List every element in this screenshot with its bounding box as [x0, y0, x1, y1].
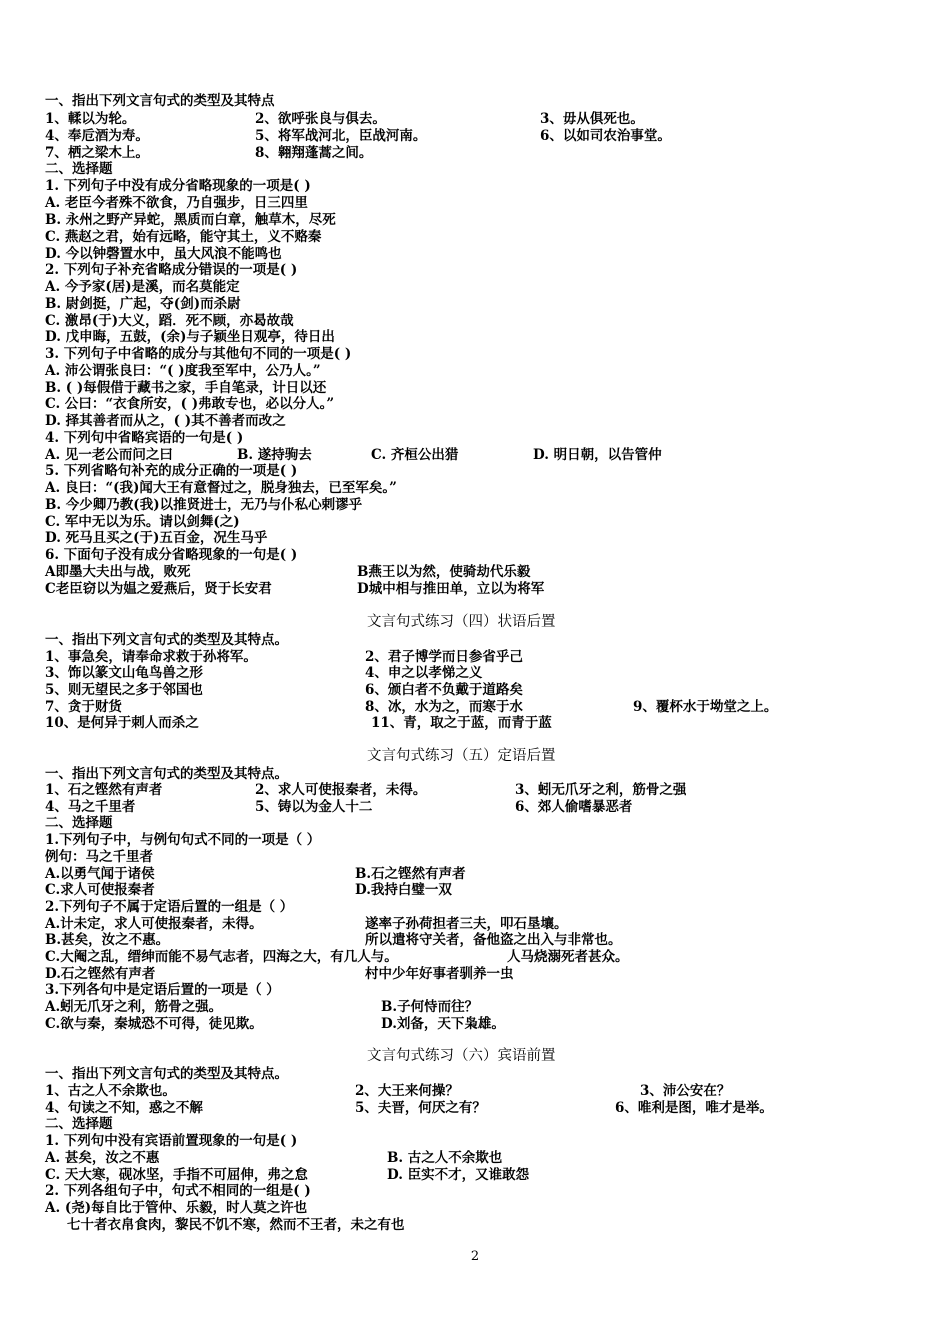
sentence-item: 9、覆杯水于坳堂之上。 — [633, 699, 778, 715]
option-d: D. 今以钟磬置水中，虽大风浪不能鸣也 — [45, 246, 282, 262]
option-a: A. 今予家(居)是溪，而名莫能定 — [45, 279, 240, 295]
option-d: D. 择其善者而从之，( )其不善者而改之 — [45, 413, 286, 429]
option-a: A.蚓无爪牙之利，筋骨之强。 — [45, 999, 223, 1015]
option-c: C老臣窃以为媪之爱燕后，贤于长安君 — [45, 581, 272, 597]
option-d: D. 戊申晦，五鼓，(余)与子颖坐日观亭，待日出 — [45, 329, 335, 345]
option-d: D.石之铿然有声者 — [45, 966, 156, 982]
option-a-second: 遂率子孙荷担者三夫，叩石垦壤。 — [365, 916, 568, 932]
option-a: A. 良曰：“(我)闻大王有意督过之，脱身独去，已至军矣。” — [45, 480, 397, 496]
question-stem: 5. 下列省略句补充的成分正确的一项是( ) — [45, 463, 298, 479]
option-b: B. 遂持驹去 — [237, 447, 312, 463]
sentence-item: 6、郊人偷嗜暴恶者 — [515, 799, 633, 815]
sentence-item: 3、蚓无爪牙之利，筋骨之强 — [515, 782, 687, 798]
option-c: C.大阉之乱，缙绅而能不易气志者，四海之大，有几人与。 — [45, 949, 398, 965]
sentence-item: 7、贪于财货 — [45, 699, 122, 715]
question-stem: 6. 下面句子没有成分省略现象的一句是( ) — [45, 547, 298, 563]
option-a: A. 沛公谓张良曰：“( )度我至军中，公乃人。” — [45, 363, 321, 379]
sentence-item: 1、古之人不余欺也。 — [45, 1083, 176, 1099]
option-c: C. 齐桓公出猎 — [371, 447, 459, 463]
section1-heading: 一、指出下列文言句式的类型及其特点 — [45, 93, 275, 109]
option-c: C. 天大寒，砚冰坚，手指不可屈伸，弗之怠 — [45, 1167, 308, 1183]
choice-heading: 二、选择题 — [45, 1116, 113, 1132]
sentence-item: 3、饰以篆文山龟鸟兽之形 — [45, 665, 203, 681]
option-d: D. 死马且买之(于)五百金，况生马乎 — [45, 530, 268, 546]
sentence-item: 11、青，取之于蓝，而青于蓝 — [371, 715, 552, 731]
sentence-item: 8、翱翔蓬蒿之间。 — [255, 145, 373, 161]
option-c: C. 公曰：“衣食所安，( )弗敢专也，必以分人。” — [45, 396, 335, 412]
sentence-item: 5、则无望民之多于邻国也 — [45, 682, 203, 698]
question-stem: 2.下列句子不属于定语后置的一组是（ ） — [45, 899, 294, 915]
question-stem: 1. 下列句中没有宾语前置现象的一句是( ) — [45, 1133, 298, 1149]
option-b: B.子何恃而往？ — [381, 999, 479, 1015]
option-c: C. 激昂(于)大义，蹈．死不顾，亦曷故哉 — [45, 313, 294, 329]
sentence-item: 4、申之以孝悌之义 — [365, 665, 483, 681]
question-stem: 1. 下列句子中没有成分省略现象的一项是( ) — [45, 178, 311, 194]
sentence-item: 1、石之铿然有声者 — [45, 782, 163, 798]
option-a: A. 见一老公而问之曰 — [45, 447, 173, 463]
sentence-item: 5、铸以为金人十二 — [255, 799, 373, 815]
sentence-item: 5、将军战河北，臣战河南。 — [255, 128, 427, 144]
sentence-item: 10、是何异于刺人而杀之 — [45, 715, 199, 731]
option-d: D. 臣实不才，又谁敢怨 — [387, 1167, 530, 1183]
sentence-item: 2、求人可使报秦者，未得。 — [255, 782, 427, 798]
sentence-item: 5、夫晋，何厌之有？ — [355, 1100, 486, 1116]
sentence-item: 8、冰，水为之，而寒于水 — [365, 699, 523, 715]
section4-title: 文言句式练习（四）状语后置 — [367, 614, 556, 630]
section4-heading: 一、指出下列文言句式的类型及其特点。 — [45, 632, 288, 648]
option-d-second: 村中少年好事者驯养一虫 — [365, 966, 514, 982]
sentence-item: 6、以如司农治事堂。 — [540, 128, 671, 144]
choice-heading: 二、选择题 — [45, 815, 113, 831]
question-stem: 2. 下列句子补充省略成分错误的一项是( ) — [45, 262, 298, 278]
option-c: C. 燕赵之君，始有远略，能守其土，义不赂秦 — [45, 229, 322, 245]
question-stem: 1.下列句子中，与例句句式不同的一项是（ ） — [45, 832, 321, 848]
option-a: A. (尧)每自比于管仲、乐毅，时人莫之许也 — [45, 1200, 308, 1216]
option-d: D.我持白璧一双 — [355, 882, 452, 898]
sentence-item: 7、栖之梁木上。 — [45, 145, 149, 161]
option-b: B.甚矣，汝之不惠。 — [45, 932, 170, 948]
section5-title: 文言句式练习（五）定语后置 — [367, 748, 556, 764]
sentence-item: 2、君子博学而日参省乎己 — [365, 649, 523, 665]
option-c: C.欲与秦，秦城恐不可得，徒见欺。 — [45, 1016, 263, 1032]
example-sentence: 例句：马之千里者 — [45, 849, 153, 865]
sentence-item: 6、唯利是图，唯才是举。 — [615, 1100, 773, 1116]
sentence-item: 3、毋从俱死也。 — [540, 111, 644, 127]
option-b: B. 永州之野产异蛇，黑质而白章，触草木，尽死 — [45, 212, 336, 228]
option-d: D城中相与推田单，立以为将军 — [357, 581, 545, 597]
option-a: A.计未定，求人可使报秦者，未得。 — [45, 916, 263, 932]
question-stem: 2. 下列各组句子中，句式不相同的一组是( ) — [45, 1183, 311, 1199]
option-a: A. 老臣今者殊不欲食，乃自强步，日三四里 — [45, 195, 308, 211]
section6-title: 文言句式练习（六）宾语前置 — [367, 1048, 556, 1064]
option-d: D. 明日朝，以告管仲 — [533, 447, 662, 463]
section6-heading: 一、指出下列文言句式的类型及其特点。 — [45, 1066, 288, 1082]
question-stem: 4. 下列句中省略宾语的一句是( ) — [45, 430, 244, 446]
choice-heading: 二、选择题 — [45, 161, 113, 177]
option-c: C.求人可使报秦者 — [45, 882, 155, 898]
option-a: A.以勇气闻于诸侯 — [45, 866, 155, 882]
option-b: B. 尉剑挺，广起，夺(剑)而杀尉 — [45, 296, 241, 312]
option-b: B. ( )每假借于藏书之家，手自笔录，计日以还 — [45, 380, 327, 396]
sentence-item: 4、马之千里者 — [45, 799, 136, 815]
option-b-second: 所以遣将守关者，备他盗之出入与非常也。 — [365, 932, 622, 948]
question-stem: 3.下列各句中是定语后置的一项是（ ） — [45, 982, 280, 998]
sentence-item: 4、句读之不知，惑之不解 — [45, 1100, 203, 1116]
sentence-item: 3、沛公安在？ — [640, 1083, 731, 1099]
option-d: D.刘备，天下枭雄。 — [381, 1016, 505, 1032]
option-a: A即墨大夫出与战，败死 — [45, 564, 191, 580]
sentence-item: 1、輮以为轮。 — [45, 111, 136, 127]
option-a-second: 七十者衣帛食肉，黎民不饥不寒，然而不王者，未之有也 — [67, 1217, 405, 1233]
question-stem: 3. 下列句子中省略的成分与其他句不同的一项是( ) — [45, 346, 352, 362]
option-b: B燕王以为然，使骑劫代乐毅 — [357, 564, 531, 580]
sentence-item: 4、奉卮酒为寿。 — [45, 128, 149, 144]
sentence-item: 6、颁白者不负戴于道路矣 — [365, 682, 523, 698]
sentence-item: 1、事急矣，请奉命求救于孙将军。 — [45, 649, 257, 665]
option-c: C. 军中无以为乐。请以剑舞(之) — [45, 514, 240, 530]
option-b: B. 古之人不余欺也 — [387, 1150, 503, 1166]
option-b: B.石之铿然有声者 — [355, 866, 466, 882]
page-number: 2 — [470, 1249, 480, 1264]
option-c-second: 人马烧溺死者甚众。 — [507, 949, 629, 965]
sentence-item: 2、欲呼张良与俱去。 — [255, 111, 386, 127]
sentence-item: 2、大王来何操？ — [355, 1083, 459, 1099]
option-b: B. 今少卿乃教(我)以推贤进士，无乃与仆私心剌谬乎 — [45, 497, 363, 513]
option-a: A. 甚矣，汝之不惠 — [45, 1150, 160, 1166]
section5-heading: 一、指出下列文言句式的类型及其特点。 — [45, 766, 288, 782]
